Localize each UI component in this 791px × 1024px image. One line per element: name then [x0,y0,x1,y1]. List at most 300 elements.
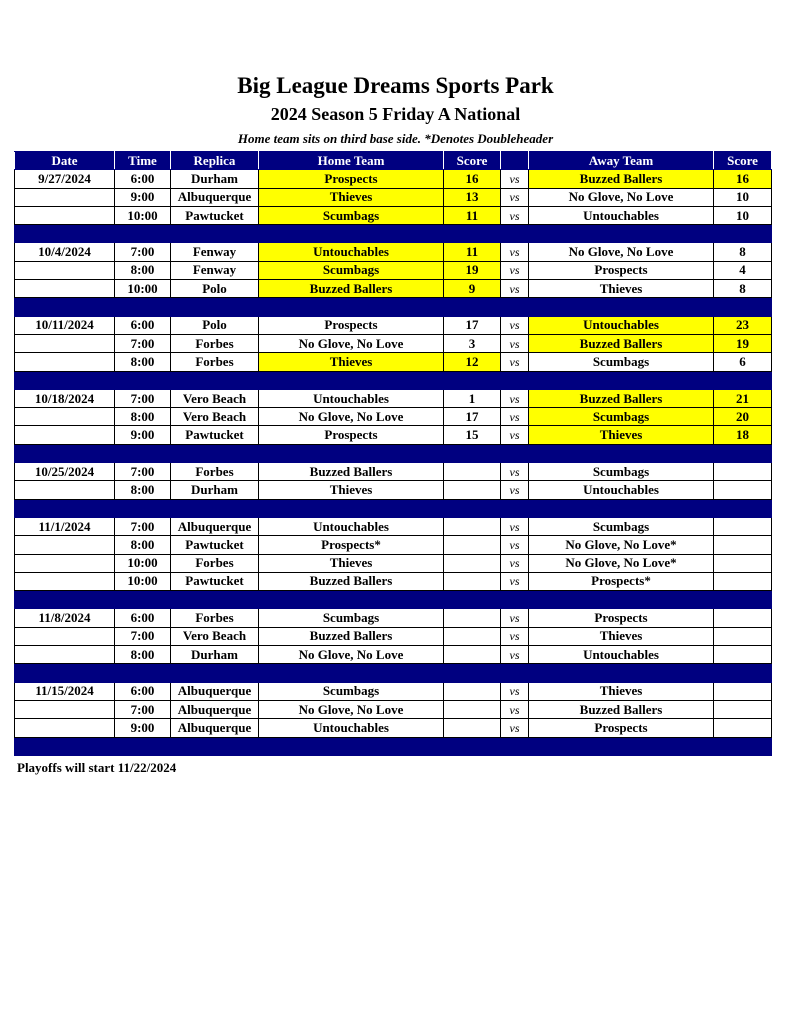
week-separator [15,664,772,682]
table-row [15,627,772,645]
time-cell: 10:00 [115,280,171,298]
page-title: Big League Dreams Sports Park [237,73,554,98]
header-away-team: Away Team [529,152,714,170]
date-cell: 10/18/2024 [15,389,115,407]
home-score-cell: 9 [444,280,501,298]
time-cell: 9:00 [115,188,171,206]
vs-cell: vs [501,517,529,535]
away-team-cell: Scumbags [529,463,714,481]
time-cell: 8:00 [115,481,171,499]
away-team-cell: Thieves [529,627,714,645]
separator-cell [444,371,501,389]
home-team-cell: Untouchables [259,243,444,261]
table-row [15,426,772,444]
home-team-cell: No Glove, No Love [259,646,444,664]
home-score-cell: 11 [444,243,501,261]
away-score-cell: 8 [714,280,772,298]
time-cell: 8:00 [115,536,171,554]
time-cell: 10:00 [115,554,171,572]
date-cell: 11/1/2024 [15,517,115,535]
home-team-cell: Untouchables [259,389,444,407]
separator-cell [259,591,444,609]
vs-cell: vs [501,389,529,407]
replica-cell: Pawtucket [171,426,259,444]
week-separator [15,371,772,389]
separator-cell [171,664,259,682]
away-score-cell: 4 [714,261,772,279]
replica-cell: Vero Beach [171,627,259,645]
vs-cell: vs [501,261,529,279]
date-cell [15,426,115,444]
separator-cell [259,371,444,389]
time-cell: 10:00 [115,206,171,224]
home-score-cell [444,463,501,481]
separator-cell [444,499,501,517]
home-team-cell: Thieves [259,554,444,572]
separator-cell [259,298,444,316]
home-team-cell: Thieves [259,188,444,206]
week-separator [15,499,772,517]
separator-cell [501,664,529,682]
home-team-cell: Scumbags [259,206,444,224]
separator-cell [501,225,529,243]
home-team-cell: Scumbags [259,261,444,279]
home-score-cell: 13 [444,188,501,206]
replica-cell: Fenway [171,261,259,279]
date-cell: 9/27/2024 [15,170,115,188]
home-team-cell: Thieves [259,353,444,371]
separator-cell [444,298,501,316]
home-team-cell: Untouchables [259,719,444,737]
separator-cell [259,737,444,755]
away-score-cell [714,481,772,499]
away-team-cell: No Glove, No Love [529,188,714,206]
away-team-cell: No Glove, No Love [529,243,714,261]
date-cell: 10/4/2024 [15,243,115,261]
vs-cell: vs [501,316,529,334]
separator-cell [444,664,501,682]
home-score-cell [444,627,501,645]
home-team-cell: Thieves [259,481,444,499]
home-score-cell: 12 [444,353,501,371]
separator-cell [171,371,259,389]
separator-cell [529,737,714,755]
date-cell [15,627,115,645]
away-team-cell: Buzzed Ballers [529,389,714,407]
playoffs-note: Playoffs will start 11/22/2024 [17,760,177,775]
separator-cell [529,371,714,389]
week-separator [15,444,772,462]
table-row [15,719,772,737]
table-row [15,334,772,352]
date-cell [15,206,115,224]
replica-cell: Albuquerque [171,517,259,535]
time-cell: 6:00 [115,170,171,188]
home-team-cell: Scumbags [259,682,444,700]
replica-cell: Albuquerque [171,682,259,700]
home-team-cell: No Glove, No Love [259,334,444,352]
away-team-cell: Untouchables [529,316,714,334]
separator-cell [115,444,171,462]
separator-cell [501,444,529,462]
separator-cell [115,737,171,755]
home-score-cell [444,719,501,737]
vs-cell: vs [501,243,529,261]
table-row [15,389,772,407]
away-team-cell: No Glove, No Love* [529,536,714,554]
away-team-cell: Thieves [529,280,714,298]
date-cell [15,481,115,499]
separator-cell [171,499,259,517]
header-date: Date [15,152,115,170]
home-score-cell [444,700,501,718]
separator-cell [259,499,444,517]
home-team-cell: No Glove, No Love [259,700,444,718]
separator-cell [115,371,171,389]
header-home-score: Score [444,152,501,170]
away-score-cell [714,536,772,554]
home-team-cell: Untouchables [259,517,444,535]
replica-cell: Vero Beach [171,408,259,426]
table-row [15,206,772,224]
away-score-cell: 21 [714,389,772,407]
away-score-cell: 16 [714,170,772,188]
table-row [15,316,772,334]
vs-cell: vs [501,463,529,481]
vs-cell: vs [501,353,529,371]
separator-cell [714,499,772,517]
table-row [15,646,772,664]
away-score-cell: 10 [714,206,772,224]
time-cell: 8:00 [115,646,171,664]
home-score-cell: 3 [444,334,501,352]
header-home-team: Home Team [259,152,444,170]
replica-cell: Albuquerque [171,719,259,737]
away-team-cell: Untouchables [529,481,714,499]
replica-cell: Durham [171,481,259,499]
replica-cell: Forbes [171,334,259,352]
table-row [15,188,772,206]
separator-cell [15,664,115,682]
replica-cell: Forbes [171,353,259,371]
time-cell: 7:00 [115,243,171,261]
table-row [15,554,772,572]
home-team-cell: Buzzed Ballers [259,627,444,645]
separator-cell [115,499,171,517]
date-cell [15,188,115,206]
date-cell [15,572,115,590]
separator-cell [501,591,529,609]
home-score-cell: 16 [444,170,501,188]
date-cell [15,536,115,554]
date-cell: 11/15/2024 [15,682,115,700]
separator-cell [714,737,772,755]
date-cell [15,408,115,426]
away-team-cell: Prospects [529,609,714,627]
away-score-cell [714,554,772,572]
schedule-table [14,151,772,756]
time-cell: 9:00 [115,719,171,737]
date-cell [15,334,115,352]
away-score-cell [714,609,772,627]
vs-cell: vs [501,646,529,664]
separator-cell [714,371,772,389]
separator-cell [714,591,772,609]
table-row [15,170,772,188]
separator-cell [15,499,115,517]
table-header [15,152,772,170]
vs-cell: vs [501,700,529,718]
vs-cell: vs [501,481,529,499]
away-team-cell: Prospects [529,719,714,737]
schedule-note: Home team sits on third base side. *Denotes Doubleheader [237,131,554,146]
away-score-cell [714,517,772,535]
time-cell: 8:00 [115,353,171,371]
away-team-cell: Thieves [529,426,714,444]
table-row [15,682,772,700]
separator-cell [714,298,772,316]
separator-cell [501,499,529,517]
table-row [15,280,772,298]
table-row [15,609,772,627]
date-cell [15,261,115,279]
home-team-cell: Buzzed Ballers [259,463,444,481]
time-cell: 8:00 [115,261,171,279]
separator-cell [115,664,171,682]
replica-cell: Albuquerque [171,700,259,718]
away-score-cell: 23 [714,316,772,334]
date-cell [15,280,115,298]
separator-cell [444,225,501,243]
separator-cell [501,371,529,389]
table-row [15,536,772,554]
away-score-cell [714,700,772,718]
date-cell: 11/8/2024 [15,609,115,627]
separator-cell [444,737,501,755]
home-score-cell [444,682,501,700]
home-team-cell: Buzzed Ballers [259,280,444,298]
separator-cell [15,371,115,389]
date-cell: 10/11/2024 [15,316,115,334]
home-score-cell: 1 [444,389,501,407]
separator-cell [15,298,115,316]
time-cell: 10:00 [115,572,171,590]
vs-cell: vs [501,627,529,645]
separator-cell [115,225,171,243]
away-score-cell [714,646,772,664]
home-team-cell: Scumbags [259,609,444,627]
home-team-cell: Prospects* [259,536,444,554]
away-team-cell: Scumbags [529,517,714,535]
separator-cell [15,737,115,755]
home-score-cell: 11 [444,206,501,224]
home-team-cell: Prospects [259,170,444,188]
away-team-cell: Prospects* [529,572,714,590]
time-cell: 7:00 [115,334,171,352]
away-score-cell [714,682,772,700]
table-row [15,261,772,279]
away-team-cell: Untouchables [529,206,714,224]
vs-cell: vs [501,206,529,224]
away-team-cell: Buzzed Ballers [529,170,714,188]
away-score-cell: 18 [714,426,772,444]
away-score-cell [714,572,772,590]
table-row [15,353,772,371]
separator-cell [171,225,259,243]
time-cell: 6:00 [115,682,171,700]
home-team-cell: Prospects [259,316,444,334]
replica-cell: Pawtucket [171,536,259,554]
home-score-cell [444,554,501,572]
header-vs [501,152,529,170]
away-score-cell [714,627,772,645]
date-cell: 10/25/2024 [15,463,115,481]
separator-cell [115,298,171,316]
separator-cell [171,737,259,755]
away-score-cell [714,463,772,481]
separator-cell [529,499,714,517]
replica-cell: Durham [171,170,259,188]
date-cell [15,719,115,737]
separator-cell [529,591,714,609]
table-row [15,408,772,426]
time-cell: 6:00 [115,609,171,627]
separator-cell [15,225,115,243]
away-score-cell: 20 [714,408,772,426]
vs-cell: vs [501,719,529,737]
time-cell: 8:00 [115,408,171,426]
header-time: Time [115,152,171,170]
away-team-cell: No Glove, No Love* [529,554,714,572]
separator-cell [714,225,772,243]
replica-cell: Pawtucket [171,206,259,224]
vs-cell: vs [501,426,529,444]
time-cell: 7:00 [115,389,171,407]
replica-cell: Durham [171,646,259,664]
separator-cell [529,225,714,243]
home-team-cell: Buzzed Ballers [259,572,444,590]
separator-cell [714,664,772,682]
header-away-score: Score [714,152,772,170]
away-team-cell: Scumbags [529,408,714,426]
away-team-cell: Thieves [529,682,714,700]
away-team-cell: Buzzed Ballers [529,334,714,352]
vs-cell: vs [501,408,529,426]
home-team-cell: No Glove, No Love [259,408,444,426]
time-cell: 7:00 [115,627,171,645]
home-score-cell [444,536,501,554]
date-cell [15,646,115,664]
home-score-cell [444,481,501,499]
separator-cell [444,444,501,462]
replica-cell: Pawtucket [171,572,259,590]
home-score-cell: 17 [444,408,501,426]
separator-cell [171,298,259,316]
separator-cell [529,664,714,682]
home-score-cell: 17 [444,316,501,334]
separator-cell [529,444,714,462]
separator-cell [259,444,444,462]
table-row [15,517,772,535]
home-score-cell [444,646,501,664]
away-score-cell: 8 [714,243,772,261]
separator-cell [259,225,444,243]
time-cell: 7:00 [115,517,171,535]
separator-cell [714,444,772,462]
separator-cell [501,298,529,316]
vs-cell: vs [501,682,529,700]
separator-cell [115,591,171,609]
week-separator [15,737,772,755]
date-cell [15,353,115,371]
home-score-cell [444,609,501,627]
week-separator [15,225,772,243]
separator-cell [171,444,259,462]
replica-cell: Forbes [171,609,259,627]
home-team-cell: Prospects [259,426,444,444]
table-row [15,572,772,590]
vs-cell: vs [501,572,529,590]
away-score-cell: 10 [714,188,772,206]
replica-cell: Polo [171,316,259,334]
time-cell: 7:00 [115,700,171,718]
vs-cell: vs [501,280,529,298]
home-score-cell [444,572,501,590]
table-row [15,243,772,261]
vs-cell: vs [501,554,529,572]
vs-cell: vs [501,609,529,627]
away-team-cell: Scumbags [529,353,714,371]
vs-cell: vs [501,188,529,206]
home-score-cell: 19 [444,261,501,279]
vs-cell: vs [501,536,529,554]
vs-cell: vs [501,170,529,188]
table-row [15,700,772,718]
away-score-cell: 6 [714,353,772,371]
separator-cell [15,444,115,462]
separator-cell [529,298,714,316]
page-subtitle: 2024 Season 5 Friday A National [270,104,521,124]
time-cell: 9:00 [115,426,171,444]
replica-cell: Forbes [171,554,259,572]
date-cell [15,554,115,572]
away-team-cell: Untouchables [529,646,714,664]
table-row [15,481,772,499]
week-separator [15,298,772,316]
separator-cell [259,664,444,682]
vs-cell: vs [501,334,529,352]
separator-cell [444,591,501,609]
replica-cell: Vero Beach [171,389,259,407]
replica-cell: Polo [171,280,259,298]
replica-cell: Albuquerque [171,188,259,206]
home-score-cell: 15 [444,426,501,444]
separator-cell [171,591,259,609]
week-separator [15,591,772,609]
away-score-cell: 19 [714,334,772,352]
away-team-cell: Buzzed Ballers [529,700,714,718]
replica-cell: Forbes [171,463,259,481]
away-team-cell: Prospects [529,261,714,279]
table-row [15,463,772,481]
home-score-cell [444,517,501,535]
date-cell [15,700,115,718]
separator-cell [501,737,529,755]
time-cell: 6:00 [115,316,171,334]
separator-cell [15,591,115,609]
away-score-cell [714,719,772,737]
header-replica: Replica [171,152,259,170]
